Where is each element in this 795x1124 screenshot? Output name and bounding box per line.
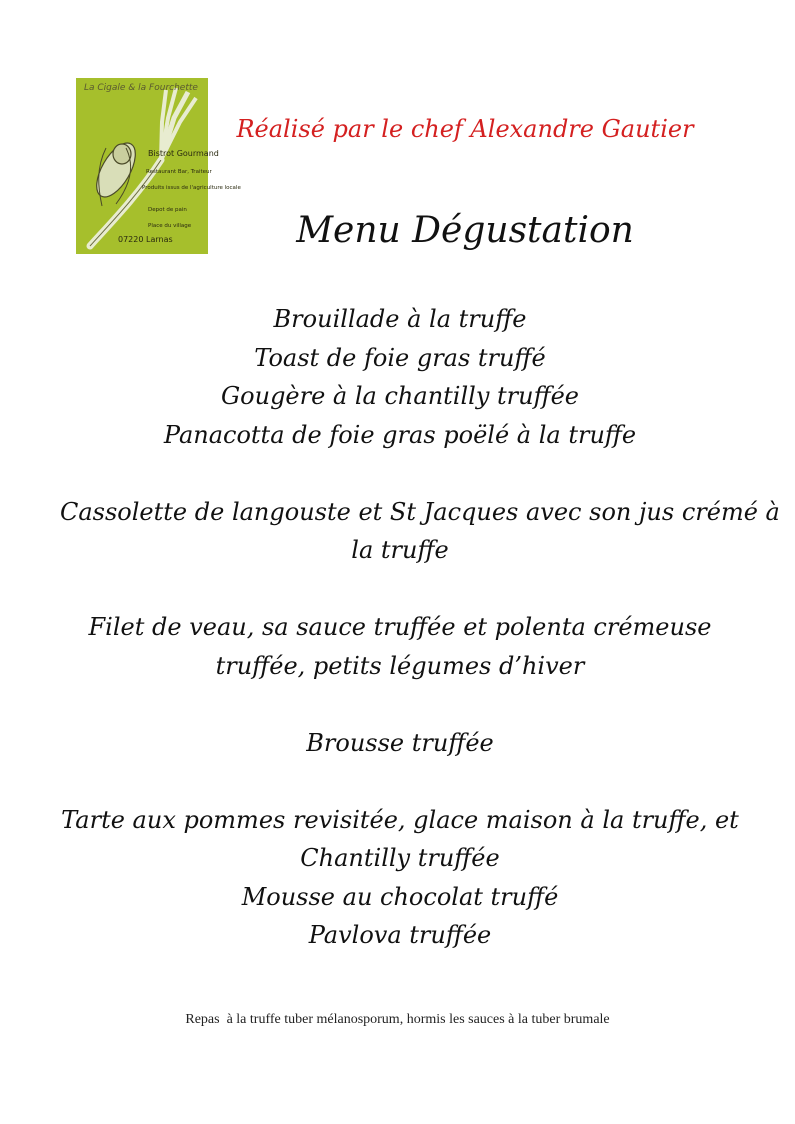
logo-tagline: Bistrot Gourmand — [148, 149, 219, 158]
menu-item: Cassolette de langouste et St Jacques avec son jus crémé à — [60, 497, 780, 526]
menu-spacer — [60, 454, 740, 493]
logo-local-products: Produits issus de l'agriculture locale — [142, 185, 241, 191]
menu-spacer — [60, 762, 740, 801]
menu-item: Pavlova truffée — [308, 921, 492, 949]
menu-item: Mousse au chocolat truffé — [241, 882, 559, 911]
page-title: Menu Dégustation — [296, 210, 634, 251]
menu-item: Chantilly truffée — [300, 844, 500, 872]
menu-item: Brouillade à la truffe — [273, 305, 527, 333]
logo-postcode-town: 07220 Larnas — [118, 235, 173, 244]
menu-list — [60, 300, 780, 955]
menu-item: Tarte aux pommes revisitée, glace maison à la truffe, et — [61, 805, 739, 834]
restaurant-logo — [76, 78, 241, 254]
menu-item: Toast de foie gras truffé — [254, 343, 546, 372]
logo-address: Place du village — [148, 223, 192, 229]
logo-services: Restaurant Bar, Traiteur — [146, 169, 212, 175]
menu-spacer — [60, 570, 740, 609]
footer-note: Repas à la truffe tuber mélanosporum, hormis les sauces à la tuber brumale — [185, 1012, 610, 1027]
chef-credit: Réalisé par le chef Alexandre Gautier — [236, 115, 694, 143]
menu-item: Gougère à la chantilly truffée — [220, 382, 579, 410]
menu-item: la truffe — [351, 536, 449, 564]
menu-item: Brousse truffée — [306, 728, 494, 757]
menu-spacer — [60, 685, 740, 724]
menu-item: Panacotta de foie gras poëlé à la truffe — [163, 420, 637, 449]
logo-bread-depot: Depot de pain — [148, 207, 187, 213]
logo-restaurant-name: La Cigale & la Fourchette — [84, 83, 198, 93]
menu-item: Filet de veau, sa sauce truffée et polenta crémeuse — [88, 613, 712, 641]
menu-item: truffée, petits légumes d’hiver — [215, 651, 585, 680]
